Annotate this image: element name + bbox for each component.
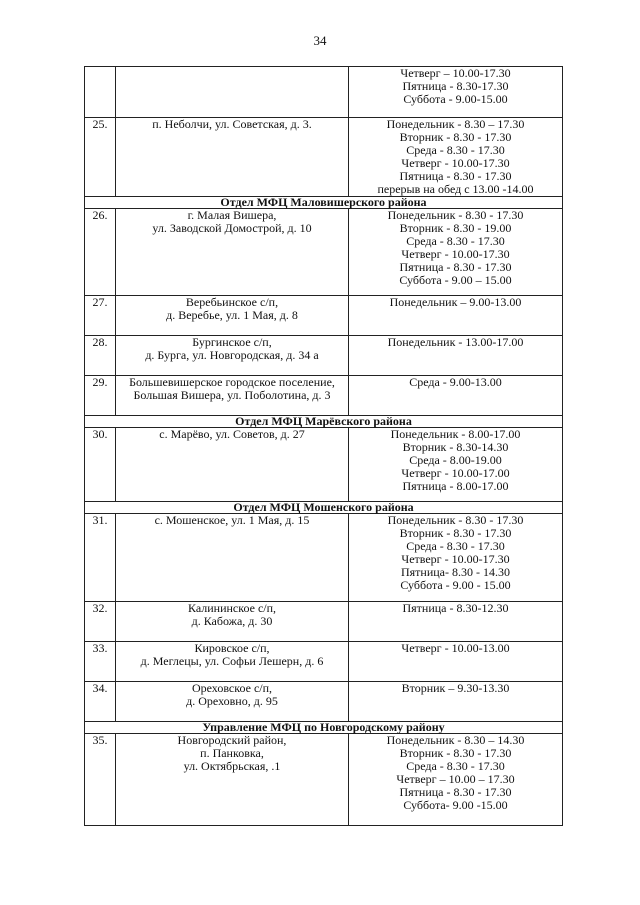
hours-line: Суббота - 9.00-15.00 [403,92,508,106]
address-line: Калининское с/п, [187,601,277,615]
hours-cell [349,376,563,416]
hours-line: Суббота - 9.00 - 15.00 [400,578,511,592]
address-line: Новгородский район, [177,733,287,747]
hours-line: Пятница - 8.30 - 17.30 [399,260,512,274]
hours-line: Четверг – 10.00-17.30 [400,66,511,80]
table-row [85,602,563,642]
table-row [85,296,563,336]
table-row [85,376,563,416]
table-row [85,67,563,118]
section-header-row [85,502,563,514]
address-cell [116,67,349,118]
hours-line: Среда - 8.00-19.00 [409,453,502,467]
row-number: 29. [85,376,116,416]
hours-line: Понедельник - 8.30 – 17.30 [386,117,525,131]
address-line: с. Марёво, ул. Советов, д. 27 [159,427,305,441]
hours-cell [349,514,563,602]
hours-cell [349,642,563,682]
section-title: Отдел МФЦ Маловишерского района [85,197,563,209]
hours-line: Вторник - 8.30-14.30 [402,440,509,454]
address-line: Большая Вишера, ул. Поболотина, д. 3 [133,388,331,402]
hours-cell [349,734,563,826]
hours-line: Четверг – 10.00 – 17.30 [396,772,515,786]
hours-cell [349,67,563,118]
table-row [85,734,563,826]
hours-line: Среда - 8.30 - 17.30 [406,759,505,773]
address-line: д. Кабожа, д. 30 [191,614,273,628]
hours-line: Вторник - 8.30 - 17.30 [399,526,512,540]
row-number: 26. [85,209,116,296]
hours-line: Пятница - 8.00-17.00 [402,479,509,493]
hours-line: Четверг - 10.00-17.00 [401,466,510,480]
table-row [85,514,563,602]
address-cell [116,682,349,722]
hours-line: Среда - 8.30 - 17.30 [406,539,505,553]
address-line: Веребьинское с/п, [185,295,279,309]
section-header-row [85,722,563,734]
hours-line: Понедельник - 8.30 – 14.30 [386,733,525,747]
address-line: п. Панковка, [200,746,264,760]
address-line: с. Мошенское, ул. 1 Мая, д. 15 [154,513,310,527]
address-line: д. Меглецы, ул. Софьи Лешерн, д. 6 [140,654,324,668]
address-line: д. Ореховно, д. 95 [186,694,278,708]
table-row [85,682,563,722]
hours-line: Среда - 9.00-13.00 [409,375,502,389]
hours-cell [349,296,563,336]
row-number: 35. [85,734,116,826]
section-title: Отдел МФЦ Марёвского района [85,416,563,428]
hours-line: Понедельник - 8.30 - 17.30 [387,513,524,527]
address-line: Бургинское с/п, [192,335,272,349]
hours-line: Понедельник - 13.00-17.00 [387,335,524,349]
hours-cell [349,209,563,296]
row-number: 33. [85,642,116,682]
address-line: д. Веребье, ул. 1 Мая, д. 8 [166,308,298,322]
address-line: д. Бурга, ул. Новгородская, д. 34 а [145,348,319,362]
address-line: ул. Заводской Домострой, д. 10 [152,221,312,235]
row-number [85,67,116,118]
address-cell [116,514,349,602]
section-title: Отдел МФЦ Мошенского района [85,502,563,514]
address-line: Ореховское с/п, [191,681,273,695]
address-cell [116,296,349,336]
hours-line: Вторник - 8.30 - 17.30 [399,746,512,760]
hours-line: Пятница - 8.30 - 17.30 [399,169,512,183]
row-number: 31. [85,514,116,602]
hours-cell [349,682,563,722]
row-number: 32. [85,602,116,642]
hours-line: Суббота- 9.00 -15.00 [403,798,508,812]
address-cell [116,428,349,502]
hours-line: Понедельник - 8.00-17.00 [390,427,521,441]
address-cell [116,336,349,376]
row-number: 28. [85,336,116,376]
hours-line: Пятница - 8.30-17.30 [402,79,509,93]
hours-line: Пятница - 8.30 - 17.30 [399,785,512,799]
hours-line: Четверг - 10.00-17.30 [401,247,510,261]
section-header-row [85,416,563,428]
hours-line: Суббота - 9.00 – 15.00 [399,273,512,287]
row-number: 25. [85,118,116,197]
hours-cell [349,118,563,197]
hours-line: Среда - 8.30 - 17.30 [406,234,505,248]
table-row [85,336,563,376]
hours-line: Вторник - 8.30 - 17.30 [399,130,512,144]
hours-line: Пятница- 8.30 - 14.30 [400,565,510,579]
address-line: г. Малая Вишера, [187,208,277,222]
table-row [85,428,563,502]
address-line: Кировское с/п, [194,641,270,655]
hours-cell [349,336,563,376]
address-cell [116,376,349,416]
hours-cell [349,602,563,642]
schedule-table [84,66,563,826]
address-cell [116,118,349,197]
hours-line: Четверг - 10.00-17.30 [401,156,510,170]
table-row [85,209,563,296]
address-cell [116,642,349,682]
table-row [85,118,563,197]
section-title: Управление МФЦ по Новгородскому району [85,722,563,734]
row-number: 34. [85,682,116,722]
hours-line: Четверг - 10.00-17.30 [401,552,510,566]
table-row [85,642,563,682]
hours-cell [349,428,563,502]
address-line: ул. Октябрьская, .1 [183,759,281,773]
row-number: 30. [85,428,116,502]
hours-line: Среда - 8.30 - 17.30 [406,143,505,157]
hours-line: Пятница - 8.30-12.30 [402,601,509,615]
hours-line: Вторник - 8.30 - 19.00 [399,221,512,235]
hours-line: Четверг - 10.00-13.00 [401,641,510,655]
hours-line: Понедельник - 8.30 - 17.30 [387,208,524,222]
address-line: п. Неболчи, ул. Советская, д. 3. [152,117,312,131]
hours-line: перерыв на обед с 13.00 -14.00 [377,182,534,196]
address-cell [116,209,349,296]
hours-line: Понедельник – 9.00-13.00 [389,295,522,309]
page-number: 34 [313,33,327,48]
section-header-row [85,197,563,209]
address-cell [116,602,349,642]
schedule-body [85,67,563,826]
hours-line: Вторник – 9.30-13.30 [401,681,510,695]
address-line: Большевишерское городское поселение, [129,375,335,389]
row-number: 27. [85,296,116,336]
address-cell [116,734,349,826]
